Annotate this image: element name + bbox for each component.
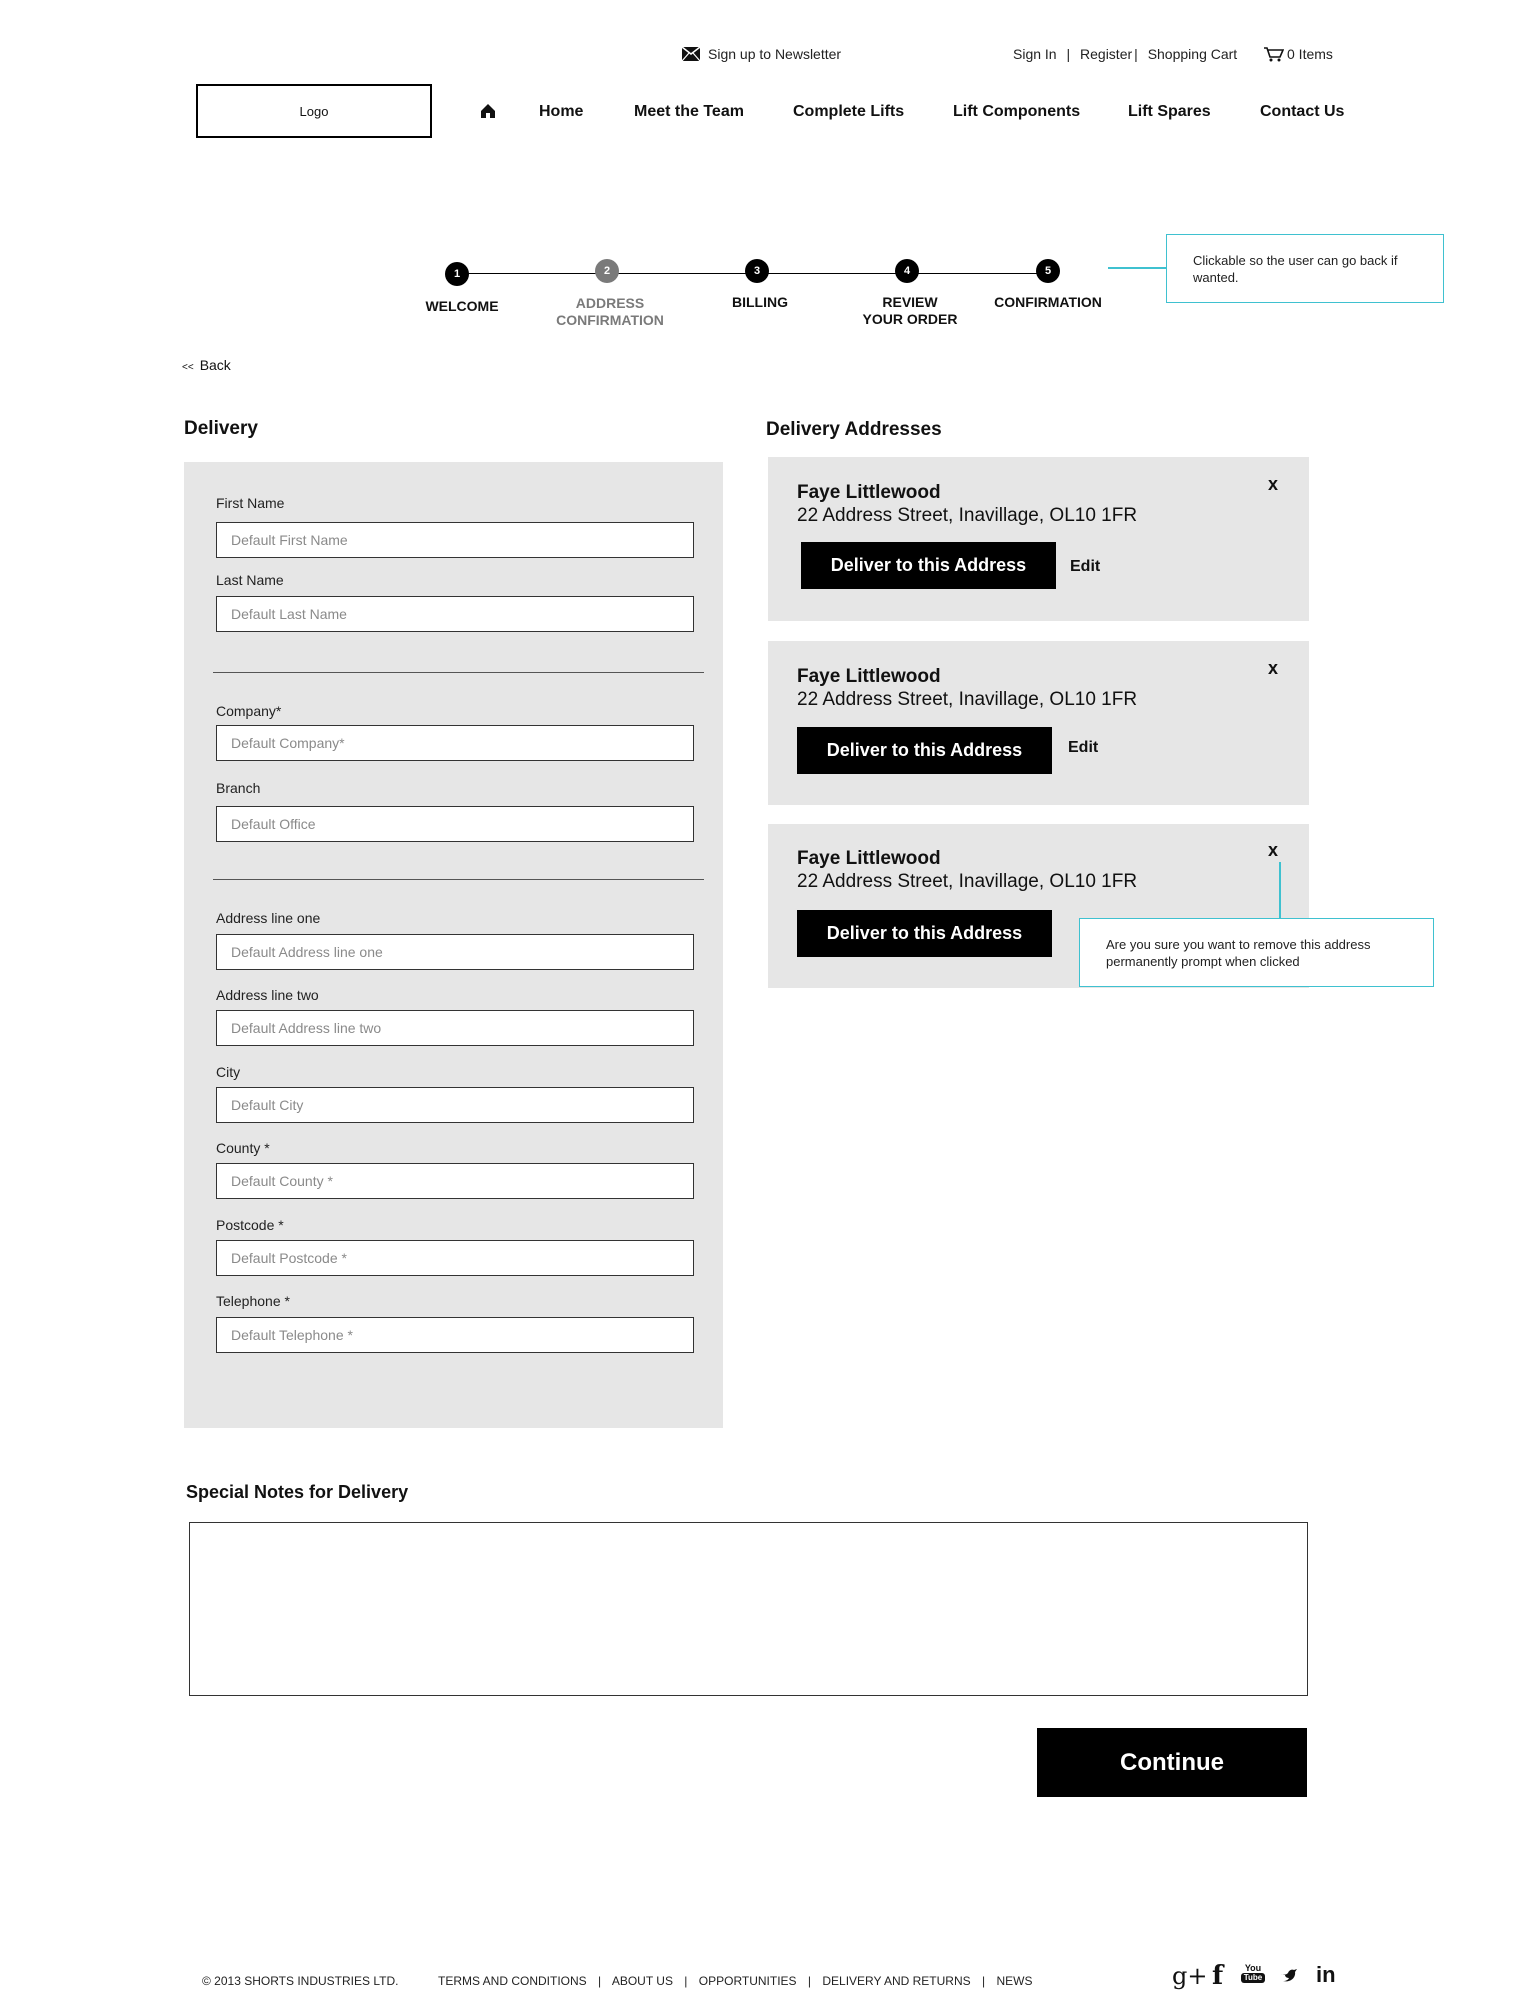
last-name-input[interactable] [216, 596, 694, 632]
remove-callout-connector [1279, 862, 1281, 920]
address-line-one-label: Address line one [216, 910, 321, 926]
back-link[interactable] [182, 357, 231, 373]
branch-input[interactable] [216, 806, 694, 842]
deliver-to-address-button[interactable]: Deliver to this Address [797, 910, 1052, 957]
postcode-input[interactable] [216, 1240, 694, 1276]
step-5-dot[interactable]: 5 [1036, 259, 1060, 283]
step-4-label-line-2: YOUR ORDER [862, 311, 958, 327]
form-divider [213, 879, 704, 880]
step-3-dot[interactable]: 3 [745, 259, 769, 283]
double-chevron-left-icon: << [182, 362, 194, 373]
cart-items[interactable] [1264, 46, 1333, 62]
company-label: Company* [216, 703, 282, 719]
step-3-label[interactable] [700, 294, 820, 311]
youtube-icon-bottom: Tube [1241, 1973, 1265, 1983]
special-notes-textarea[interactable] [189, 1522, 1308, 1696]
remove-address-icon[interactable]: x [1268, 474, 1279, 494]
footer-link-news[interactable]: NEWS [996, 1974, 1033, 1988]
continue-button[interactable]: Continue [1037, 1728, 1307, 1797]
deliver-to-address-button[interactable]: Deliver to this Address [801, 542, 1056, 589]
footer-link-about[interactable]: ABOUT US [611, 1974, 673, 1988]
step-5-label-line: CONFIRMATION [994, 294, 1102, 310]
separator: | [1066, 46, 1071, 62]
steps-callout-connector [1108, 267, 1166, 269]
remove-address-icon[interactable]: x [1268, 658, 1279, 678]
edit-address-link[interactable]: Edit [1070, 558, 1101, 575]
telephone-input[interactable] [216, 1317, 694, 1353]
facebook-icon[interactable]: f [1212, 1961, 1224, 1991]
step-4-label-line-1: REVIEW [882, 294, 938, 310]
step-1-label[interactable] [402, 298, 522, 315]
logo[interactable] [196, 84, 432, 138]
twitter-icon[interactable] [1280, 1968, 1300, 1984]
address-line-two-label: Address line two [216, 987, 319, 1003]
step-3-label-line: BILLING [732, 294, 788, 310]
steps-callout: Clickable so the user can go back if wanted. [1166, 234, 1444, 303]
nav-lift-spares[interactable]: Lift Spares [1128, 103, 1211, 120]
register-link[interactable]: Register [1080, 46, 1133, 62]
step-2-label[interactable] [540, 295, 680, 329]
copyright: © 2013 SHORTS INDUSTRIES LTD. [202, 1974, 399, 1988]
separator: | [1134, 46, 1138, 62]
separator: | [807, 1974, 812, 1988]
newsletter-label: Sign up to Newsletter [708, 46, 842, 62]
shopping-cart-link[interactable]: Shopping Cart [1147, 46, 1238, 62]
sign-in-link[interactable]: Sign In [1013, 46, 1057, 62]
form-divider [213, 672, 704, 673]
address-card-name: Faye Littlewood [797, 482, 941, 503]
last-name-label: Last Name [216, 572, 284, 588]
footer-link-terms[interactable]: TERMS AND CONDITIONS [438, 1974, 587, 1988]
footer-link-opportunities[interactable]: OPPORTUNITIES [698, 1974, 797, 1988]
step-5-label[interactable] [978, 294, 1118, 311]
address-card-name: Faye Littlewood [797, 666, 941, 687]
linkedin-icon[interactable]: in [1316, 1962, 1336, 1987]
step-1-dot[interactable]: 1 [445, 262, 469, 286]
back-label: Back [199, 357, 231, 373]
address-card-address: 22 Address Street, Inavillage, OL10 1FR [797, 505, 1138, 526]
cart-icon [1264, 47, 1284, 62]
telephone-label: Telephone * [216, 1293, 290, 1309]
youtube-icon[interactable] [1241, 1963, 1265, 1983]
step-2-label-line-2: CONFIRMATION [556, 312, 664, 328]
step-2-dot[interactable]: 2 [595, 259, 619, 283]
nav-home[interactable]: Home [539, 103, 584, 120]
envelope-icon [682, 47, 700, 61]
remove-address-icon[interactable]: x [1268, 840, 1279, 860]
deliver-to-address-button[interactable]: Deliver to this Address [797, 727, 1052, 774]
nav-contact-us[interactable]: Contact Us [1260, 103, 1345, 120]
google-plus-icon[interactable]: g+ [1172, 1962, 1208, 1990]
delivery-title: Delivery [184, 418, 258, 439]
nav-lift-components[interactable]: Lift Components [953, 103, 1081, 120]
company-input[interactable] [216, 725, 694, 761]
step-4-label[interactable] [850, 294, 970, 328]
separator: | [684, 1974, 688, 1988]
home-icon[interactable] [480, 103, 496, 119]
nav-meet-the-team[interactable]: Meet the Team [634, 103, 744, 120]
cart-items-label: 0 Items [1287, 46, 1333, 62]
edit-address-link[interactable]: Edit [1068, 739, 1099, 756]
delivery-addresses-title: Delivery Addresses [766, 419, 942, 440]
separator: | [598, 1974, 602, 1988]
separator: | [981, 1974, 986, 1988]
step-4-dot[interactable]: 4 [895, 259, 919, 283]
first-name-input[interactable] [216, 522, 694, 558]
address-card-address: 22 Address Street, Inavillage, OL10 1FR [797, 689, 1138, 710]
city-label: City [216, 1064, 241, 1080]
logo-label: Logo [299, 103, 329, 119]
special-notes-title: Special Notes for Delivery [186, 1482, 409, 1502]
address-card-address: 22 Address Street, Inavillage, OL10 1FR [797, 871, 1138, 892]
address-line-two-input[interactable] [216, 1010, 694, 1046]
branch-label: Branch [216, 780, 261, 796]
first-name-label: First Name [216, 495, 285, 511]
nav-complete-lifts[interactable]: Complete Lifts [793, 103, 905, 120]
postcode-label: Postcode * [216, 1217, 284, 1233]
county-label: County * [216, 1140, 270, 1156]
step-1-label-line: WELCOME [425, 298, 499, 314]
footer-links [438, 1974, 1032, 1988]
newsletter-link[interactable] [682, 46, 841, 62]
county-input[interactable] [216, 1163, 694, 1199]
step-2-label-line-1: ADDRESS [575, 295, 645, 311]
footer-link-delivery-returns[interactable]: DELIVERY AND RETURNS [822, 1974, 971, 1988]
youtube-icon-top: You [1244, 1963, 1262, 1973]
address-line-one-input[interactable] [216, 934, 694, 970]
address-card-name: Faye Littlewood [797, 848, 941, 869]
remove-address-callout: Are you sure you want to remove this address permanently prompt when clicked [1079, 918, 1434, 987]
city-input[interactable] [216, 1087, 694, 1123]
